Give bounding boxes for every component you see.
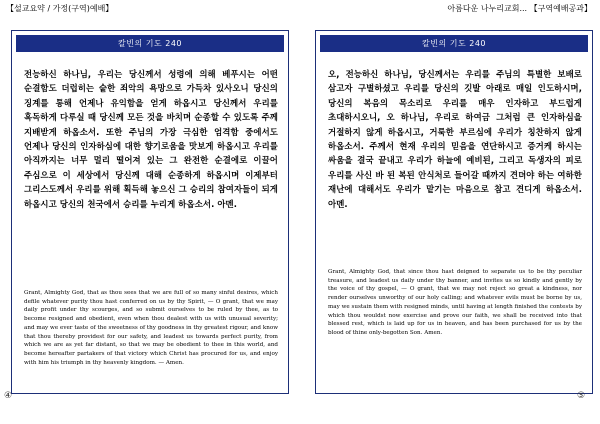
right-title-bar: 칼빈의 기도 240	[320, 35, 588, 52]
left-title-bar: 칼빈의 기도 240	[16, 35, 284, 52]
left-english-prayer: Grant, Almighty God, that as thou sees that we are full of so many sinful desires, which defile whatever purity thou hast conferred on us by thy Spirit, — O grant, that we may daily profit under thy scourges, and so submit ourselves to be ruled by thee, as to become resigned and obedient, even when thou dealest with us with unusual severity; and may we ever taste of the sweetness of thy goodness in thy greatest rigour, and know that thou thereby providest for our safety, and leadest us towards perfect purity, from which we are as yet far distant, so that we may be obedient to thee in this world, and become hereafter partakers of that victory which Christ has procured for us, and enjoy with him his triumph in thy heavenly kingdom. — Amen.	[24, 290, 278, 366]
right-english-prayer: Grant, Almighty God, that since thou hast deigned to separate us to be thy peculiar treasure, and leadest us daily under thy banner, and invites us so kindly and gently by the voice of thy gospel, — O grant, that we may not reject so great a kindness, nor render ourselves unworthy of our holy calling; and whatever evils must be borne by us, may we sustain them with resigned minds, until having at length finished the contests by which thou wouldst now exercise and prove our faith, we shall be received into that blessed rest, which is laid up for us in heaven, and has been purchased for us by the blood of thine only-begotten Son. Amen.	[328, 269, 582, 336]
left-header-label: 【설교요약 / 가정(구역)예배】	[6, 4, 114, 13]
right-korean-prayer: 오, 전능하신 하나님, 당신께서는 우리를 주님의 특별한 보배로 삼고자 구별하셨고 우리를 당신의 깃발 아래로 매일 인도하시며, 당신의 복음의 목소리로 우리를 매우 인자하고 부드럽게 초대하시오니, 오 하나님, 우리로 하여금 그처럼 큰 인자하심을 거절하지 않게 하옵시고, 거룩한 부르심에 우리가 칭찬하지 않게 하옵소서. 주께서 현재 우리의 믿음을 연단하시고 증거케 하시는 싸움을 결국 끝내고 우리가 하늘에 예비된, 그리고 독생자의 피로 우리를 사신 바 된 복된 안식처로 들어갈 때까지 견뎌야 하는 여하한 재난에 대해서도 우리가 맡기는 마음으로 참고 견디게 하옵소서. 아멘.	[328, 69, 582, 209]
right-prayer-frame	[315, 30, 593, 394]
left-korean-prayer: 전능하신 하나님, 우리는 당신께서 성령에 의해 베푸시는 어떤 순결함도 더럽히는 숱한 죄악의 욕망으로 가득차 있사오니 당신의 징계를 통해 언제나 유익함을 얻게 하옵시고 당신께서 우리를 혹독하게 다루실 때 당신께 모든 것을 바치며 순종할 수 있도록 주께 지배받게 하옵소서. 또한 주님의 가장 극심한 엄격함 중에서도 언제나 당신의 인자하심에 대한 향기로움을 맛보게 하옵시고 우리를 아직까지는 너무 멀리 떨어져 있는 그 완전한 순결에로 이끌어 주심으로 이 세상에서 당신께 대해 순종하게 하옵시며 이제부터 그리스도께서 우리를 위해 획득해 놓으신 그 승리의 참여자들이 되게 하옵시고 당신의 천국에서 승리를 누리게 하옵소서. 아멘.	[24, 69, 278, 209]
left-page-number: ④	[4, 391, 13, 401]
right-header-label: 아름다운 나누리교회... 【구역예배공과】	[447, 4, 592, 13]
left-prayer-frame	[11, 30, 289, 394]
right-page	[300, 0, 600, 424]
right-page-number: ⑤	[577, 391, 586, 401]
